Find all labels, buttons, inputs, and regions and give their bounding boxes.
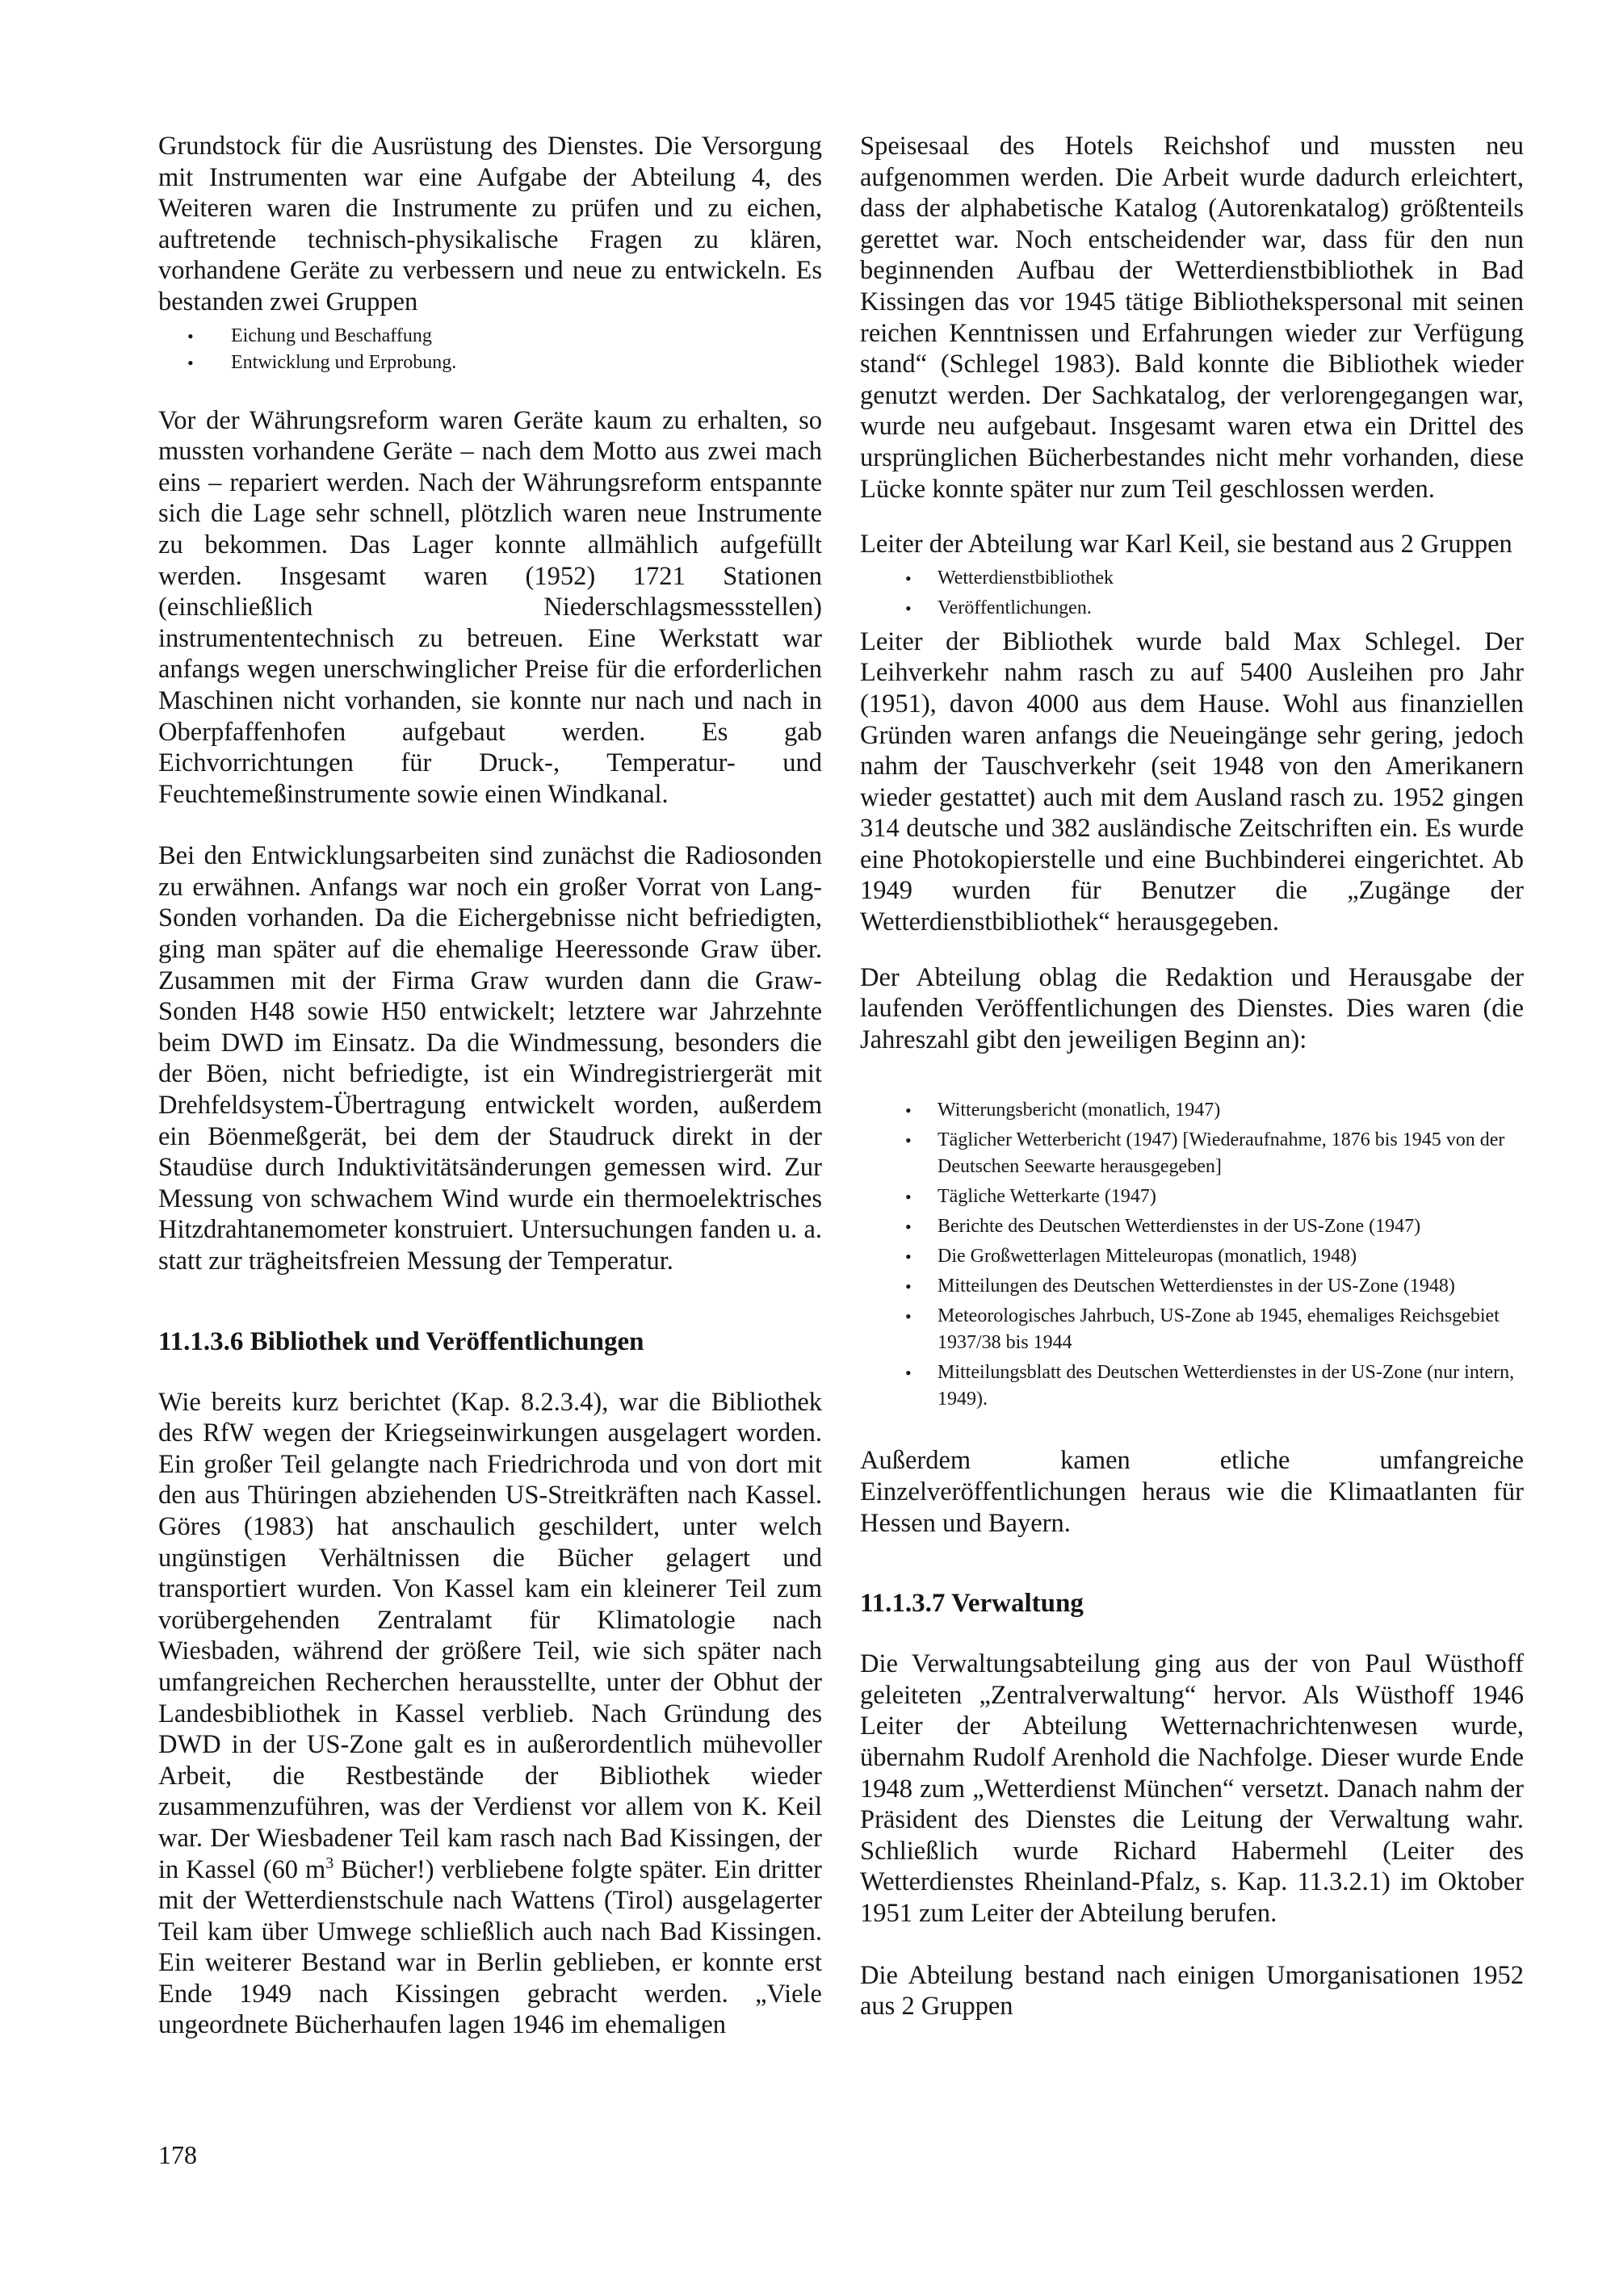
group-list-instrumente — [158, 323, 822, 376]
list-item: • Tägliche Wetterkarte (1947) — [860, 1184, 1524, 1210]
paragraph: Die Abteilung bestand nach einigen Umorganisationen 1952 aus 2 Gruppen — [860, 1960, 1524, 2022]
list-item: • Die Großwetterlagen Mitteleuropas (monatlich, 1948) — [860, 1243, 1524, 1270]
publication-list — [860, 1097, 1524, 1413]
paragraph: Der Abteilung oblag die Redaktion und Herausgabe der laufenden Veröffentlichungen des Dienstes. Dies waren (die Jahreszahl gibt den jeweiligen Beginn an): — [860, 962, 1524, 1054]
paragraph: Bei den Entwicklungsarbeiten sind zunächst die Radiosonden zu erwähnen. Anfangs war noch ein großer Vorrat von Lang-Sonden vorhanden. Da die Eichergebnisse nicht befriedigten, ging man später auf die ehemalige Heeressonde Graw über. Zusammen mit der Firma Graw wurden dann die Graw-Sonden H48 sowie H50 entwickelt; letztere war Jahrzehnte beim DWD im Einsatz. Da die Windmessung, besonders die der Böen, nicht befriedigte, ist ein Windregistriergerät mit Drehfeldsystem-Übertragung entwickelt worden, außerdem ein Böenmeßgerät, bei dem der Staudruck direkt in der Staudüse durch Induktivitätsänderungen gemessen wird. Zur Messung von schwachem Wind wurde ein thermoelektrisches Hitzdrahtanemometer konstruiert. Untersuchungen fanden u. a. statt zur trägheitsfreien Messung der Temperatur. — [158, 841, 822, 1276]
group-list-bibliothek — [860, 565, 1524, 622]
page-number: 178 — [158, 2140, 197, 2169]
list-item: • Witterungsbericht (monatlich, 1947) — [860, 1097, 1524, 1124]
superscript: 3 — [325, 1854, 334, 1872]
right-column — [860, 131, 1524, 2053]
paragraph: Leiter der Abteilung war Karl Keil, sie bestand aus 2 Gruppen — [860, 530, 1512, 559]
paragraph: Speisesaal des Hotels Reichshof und mussten neu aufgenommen werden. Die Arbeit wurde dadurch erleichtert, dass der alphabetische Katalog (Autorenkatalog) größtenteils gerettet war. Noch entscheidender war, dass für den nun beginnenden Aufbau der Wetterdienstbibliothek in Bad Kissingen das vor 1945 tätige Bibliothekspersonal mit seinen reichen Kenntnissen und Erfahrungen wieder zur Verfügung stand“ (Schlegel 1983). Bald konnte die Bibliothek wieder genutzt werden. Der Sachkatalog, der verlorengegangen war, wurde neu aufgebaut. Insgesamt waren etwa ein Drittel des ursprünglichen Bücherbestandes nicht mehr vorhanden, diese Lücke konnte später nur zum Teil geschlossen werden. — [860, 132, 1524, 504]
list-item: • Entwicklung und Erprobung. — [158, 350, 822, 376]
paragraph: Leiter der Bibliothek wurde bald Max Schlegel. Der Leihverkehr nahm rasch zu auf 5400 Ausleihen pro Jahr (1951), davon 4000 aus dem Hause. Wohl aus finanziellen Gründen waren anfangs die Neueingänge sehr gering, jedoch nahm der Tauschverkehr (seit 1948 von den Amerikanern wieder gestattet) auch mit dem Ausland rasch zu. 1952 gingen 314 deutsche und 382 ausländische Zeitschriften ein. Es wurde eine Photokopierstelle und eine Buchbinderei eingerichtet. Ab 1949 wurden für Benutzer die „Zugänge der Wetterdienstbibliothek“ herausgegeben. — [860, 626, 1524, 937]
paragraph: Grundstock für die Ausrüstung des Dienstes. Die Versorgung mit Instrumenten war eine Aufgabe der Abteilung 4, des Weiteren waren die Instrumente zu prüfen und zu eichen, auftretende technisch-physikalische Fragen zu klären, vorhandene Geräte zu verbessern und neue zu entwickeln. Es bestanden zwei Gruppen — [158, 132, 822, 316]
paragraph: Die Verwaltungsabteilung ging aus der von Paul Wüsthoff geleiteten „Zentralverwaltung“ hervor. Als Wüsthoff 1946 Leiter der Abteilung Wetternachrichtenwesen wurde, übernahm Rudolf Arenhold die Nachfolge. Dieser wurde Ende 1948 zum „Wetterdienst München“ versetzt. Danach nahm der Präsident des Dienstes die Leitung der Verwaltung wahr. Schließlich wurde Richard Habermehl (Leiter des Wetterdienstes Rheinland-Pfalz, s. Kap. 11.3.2.1) im Oktober 1951 zum Leiter der Abteilung berufen. — [860, 1649, 1524, 1928]
paragraph: Außerdem kamen etliche umfangreiche Einzelveröffentlichungen heraus wie die Klimaatlanten für Hessen und Bayern. — [860, 1446, 1524, 1538]
list-item: • Mitteilungsblatt des Deutschen Wetterdienstes in der US-Zone (nur intern, 1949). — [860, 1360, 1524, 1413]
paragraph: Vor der Währungsreform waren Geräte kaum zu erhalten, so mussten vorhandene Geräte – nach dem Motto aus zwei mach eins – repariert werden. Nach der Währungsreform entspannte sich die Lage sehr schnell, plötzlich waren neue Instrumente zu bekommen. Das Lager konnte allmählich aufgefüllt werden. Insgesamt waren (1952) 1721 Stationen (einschließlich Niederschlagsmessstellen) instrumententechnisch zu betreuen. Eine Werkstatt war anfangs wegen unerschwinglicher Preise für die erforderlichen Maschinen nicht vorhanden, sie konnte nur nach und nach in Oberpfaffenhofen aufgebaut werden. Es gab Eichvorrichtungen für Druck-, Temperatur- und Feuchtemeßinstrumente sowie einen Windkanal. — [158, 405, 822, 809]
list-item: • Wetterdienstbibliothek — [860, 565, 1524, 592]
list-item: • Berichte des Deutschen Wetterdienstes in der US-Zone (1947) — [860, 1213, 1524, 1240]
list-item: • Täglicher Wetterbericht (1947) [Wiederaufnahme, 1876 bis 1945 von der Deutschen Seewarte herausgegeben] — [860, 1127, 1524, 1180]
section-heading: 11.1.3.6 Bibliothek und Veröffentlichungen — [158, 1326, 644, 1356]
paragraph: Wie bereits kurz berichtet (Kap. 8.2.3.4), war die Bibliothek des RfW wegen der Kriegseinwirkungen ausgelagert worden. Ein großer Teil gelangte nach Friedrichroda und von dort mit den aus Thüringen abziehenden US-Streitkräften nach Kassel. Göres (1983) hat anschaulich geschildert, unter welch ungünstigen Verhältnissen die Bücher gelagert und transportiert wurden. Von Kassel kam ein kleinerer Teil zum vorübergehenden Zentralamt für Klimatologie nach Wiesbaden, während der größere Teil, wie sich später nach umfangreichen Recherchen herausstellte, unter der Obhut der Landesbibliothek in Kassel verblieb. Nach Gründung des DWD in der US-Zone galt es in außerordentlich mühevoller Arbeit, die Restbestände der Bibliothek wieder zusammenzuführen, was der Verdienst vor allem von K. Keil war. Der Wiesbadener Teil kam rasch nach Bad Kissingen, der in Kassel (60 $m^3$ Bücher!) verbliebene folgte später. Ein dritter mit der Wetterdienstschule nach Wattens (Tirol) ausgelagerter Teil kam über Umwege schließlich auch nach Bad Kissingen. Ein weiterer Bestand war in Berlin geblieben, er konnte erst Ende 1949 nach Kissingen gebracht werden. „Viele ungeordnete Bücherhaufen lagen 1946 im ehemaligen — [158, 1387, 822, 2040]
section-heading: 11.1.3.7 Verwaltung — [860, 1589, 1084, 1619]
list-item: • Veröffentlichungen. — [860, 595, 1524, 622]
list-item: • Mitteilungen des Deutschen Wetterdienstes in der US-Zone (1948) — [860, 1273, 1524, 1300]
list-item: • Meteorologisches Jahrbuch, US-Zone ab 1945, ehemaliges Reichsgebiet 1937/38 bis 1944 — [860, 1303, 1524, 1356]
left-column — [158, 131, 822, 2041]
list-item: • Eichung und Beschaffung — [158, 323, 822, 350]
